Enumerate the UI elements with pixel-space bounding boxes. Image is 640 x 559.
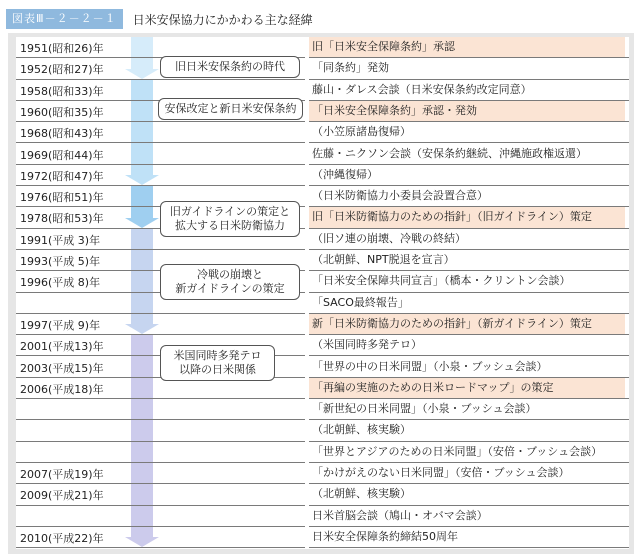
event-cell: 日米首脳会談（鳩山・オバマ会談） xyxy=(312,508,488,522)
event-cell: 日米安全保障条約締結50周年 xyxy=(312,529,458,543)
table-row xyxy=(16,165,629,186)
column-divider xyxy=(305,37,309,549)
row-divider xyxy=(16,547,629,548)
table-row xyxy=(16,357,629,378)
event-cell: 「再編の実施のための日米ロードマップ」の策定 xyxy=(309,378,625,398)
table-row xyxy=(16,58,629,79)
event-cell: 「日米安全保障共同宣言」（橋本・クリントン会談） xyxy=(312,274,571,288)
table-row xyxy=(16,399,629,420)
event-cell: 「かけがえのない日米同盟」（安倍・ブッシュ会談） xyxy=(312,466,570,479)
table-row xyxy=(16,420,629,441)
event-cell: 「日米安全保障条約」承認・発効 xyxy=(309,101,625,121)
table-row xyxy=(16,527,629,548)
year-cell: 1976(昭和51)年 xyxy=(20,191,104,205)
table-row xyxy=(16,80,629,101)
table-row xyxy=(16,484,629,505)
year-cell: 2001(平成13)年 xyxy=(20,340,104,354)
year-cell: 1978(昭和53)年 xyxy=(20,212,104,226)
table-row xyxy=(16,335,629,356)
period-label: 冷戦の崩壊と 新ガイドラインの策定 xyxy=(160,264,300,300)
event-cell: （小笠原諸島復帰） xyxy=(312,125,411,139)
event-cell: （北朝鮮、核実験） xyxy=(312,423,411,437)
year-cell: 1952(昭和27)年 xyxy=(20,63,104,77)
event-cell: 旧「日米安全保障条約」承認 xyxy=(309,37,625,57)
year-cell: 2010(平成22)年 xyxy=(20,531,104,545)
year-cell: 1993(平成 5)年 xyxy=(20,255,101,268)
year-cell: 1991(平成 3)年 xyxy=(20,233,101,247)
event-cell: （米国同時多発テロ） xyxy=(312,338,422,352)
figure-label: 図表Ⅲ－２－２－１ xyxy=(6,9,123,29)
figure-header xyxy=(6,9,313,29)
table-row xyxy=(16,144,629,165)
table-row xyxy=(16,506,629,527)
event-cell: （日米防衛協力小委員会設置合意） xyxy=(312,189,488,203)
table-row xyxy=(16,271,629,292)
year-cell: 2007(平成19)年 xyxy=(20,468,104,481)
event-cell: 藤山・ダレス会談（日米安保条約改定同意） xyxy=(312,82,532,96)
event-cell: 旧「日米防衛協力のための指針」（旧ガイドライン）策定 xyxy=(309,207,625,227)
table-row xyxy=(16,101,629,122)
year-cell: 1972(昭和47)年 xyxy=(20,169,104,183)
year-cell: 1968(昭和43)年 xyxy=(20,127,104,141)
event-cell: （北朝鮮、核実験） xyxy=(312,487,411,501)
table-row xyxy=(16,122,629,143)
event-cell: （旧ソ連の崩壊、冷戦の終結） xyxy=(312,231,466,245)
year-cell: 2006(平成18)年 xyxy=(20,382,104,396)
period-label: 安保改定と新日米安保条約 xyxy=(158,98,303,120)
event-cell: 「同条約」発効 xyxy=(312,61,389,75)
event-cell: 「新世紀の日米同盟」（小泉・ブッシュ会談） xyxy=(312,402,537,416)
table-row xyxy=(16,293,629,314)
year-cell: 2003(平成15)年 xyxy=(20,361,104,375)
table-row xyxy=(16,37,629,58)
year-cell: 1996(平成 8)年 xyxy=(20,276,101,290)
table-row xyxy=(16,250,629,271)
table-row xyxy=(16,378,629,399)
event-cell: （北朝鮮、NPT脱退を宣言） xyxy=(312,253,455,266)
event-cell: （沖縄復帰） xyxy=(312,167,378,181)
table-row xyxy=(16,186,629,207)
year-cell: 1960(昭和35)年 xyxy=(20,105,104,119)
event-cell: 「SACO最終報告」 xyxy=(312,295,409,309)
year-cell: 1958(昭和33)年 xyxy=(20,84,104,98)
period-label: 米国同時多発テロ 以降の日米関係 xyxy=(160,345,275,381)
year-cell: 1997(平成 9)年 xyxy=(20,318,101,332)
table-row xyxy=(16,463,629,484)
year-cell: 1951(昭和26)年 xyxy=(20,42,104,55)
event-cell: 「世界とアジアのための日米同盟」（安倍・ブッシュ会談） xyxy=(312,444,603,458)
event-cell: 新「日米防衛協力のための指針」（新ガイドライン）策定 xyxy=(309,314,625,334)
event-cell: 「世界の中の日米同盟」（小泉・ブッシュ会談） xyxy=(312,359,548,373)
table-row xyxy=(16,442,629,463)
year-cell: 2009(平成21)年 xyxy=(20,489,104,503)
table-row xyxy=(16,314,629,335)
year-cell: 1969(昭和44)年 xyxy=(20,148,104,162)
figure-title: 日米安保協力にかかわる主な経緯 xyxy=(132,12,313,27)
event-cell: 佐藤・ニクソン会談（安保条約継続、沖縄施政権返還） xyxy=(312,146,587,160)
table-row xyxy=(16,229,629,250)
table-row xyxy=(16,207,629,228)
period-label: 旧ガイドラインの策定と 拡大する日米防衛協力 xyxy=(160,201,300,237)
period-label: 旧日米安保条約の時代 xyxy=(160,56,300,78)
